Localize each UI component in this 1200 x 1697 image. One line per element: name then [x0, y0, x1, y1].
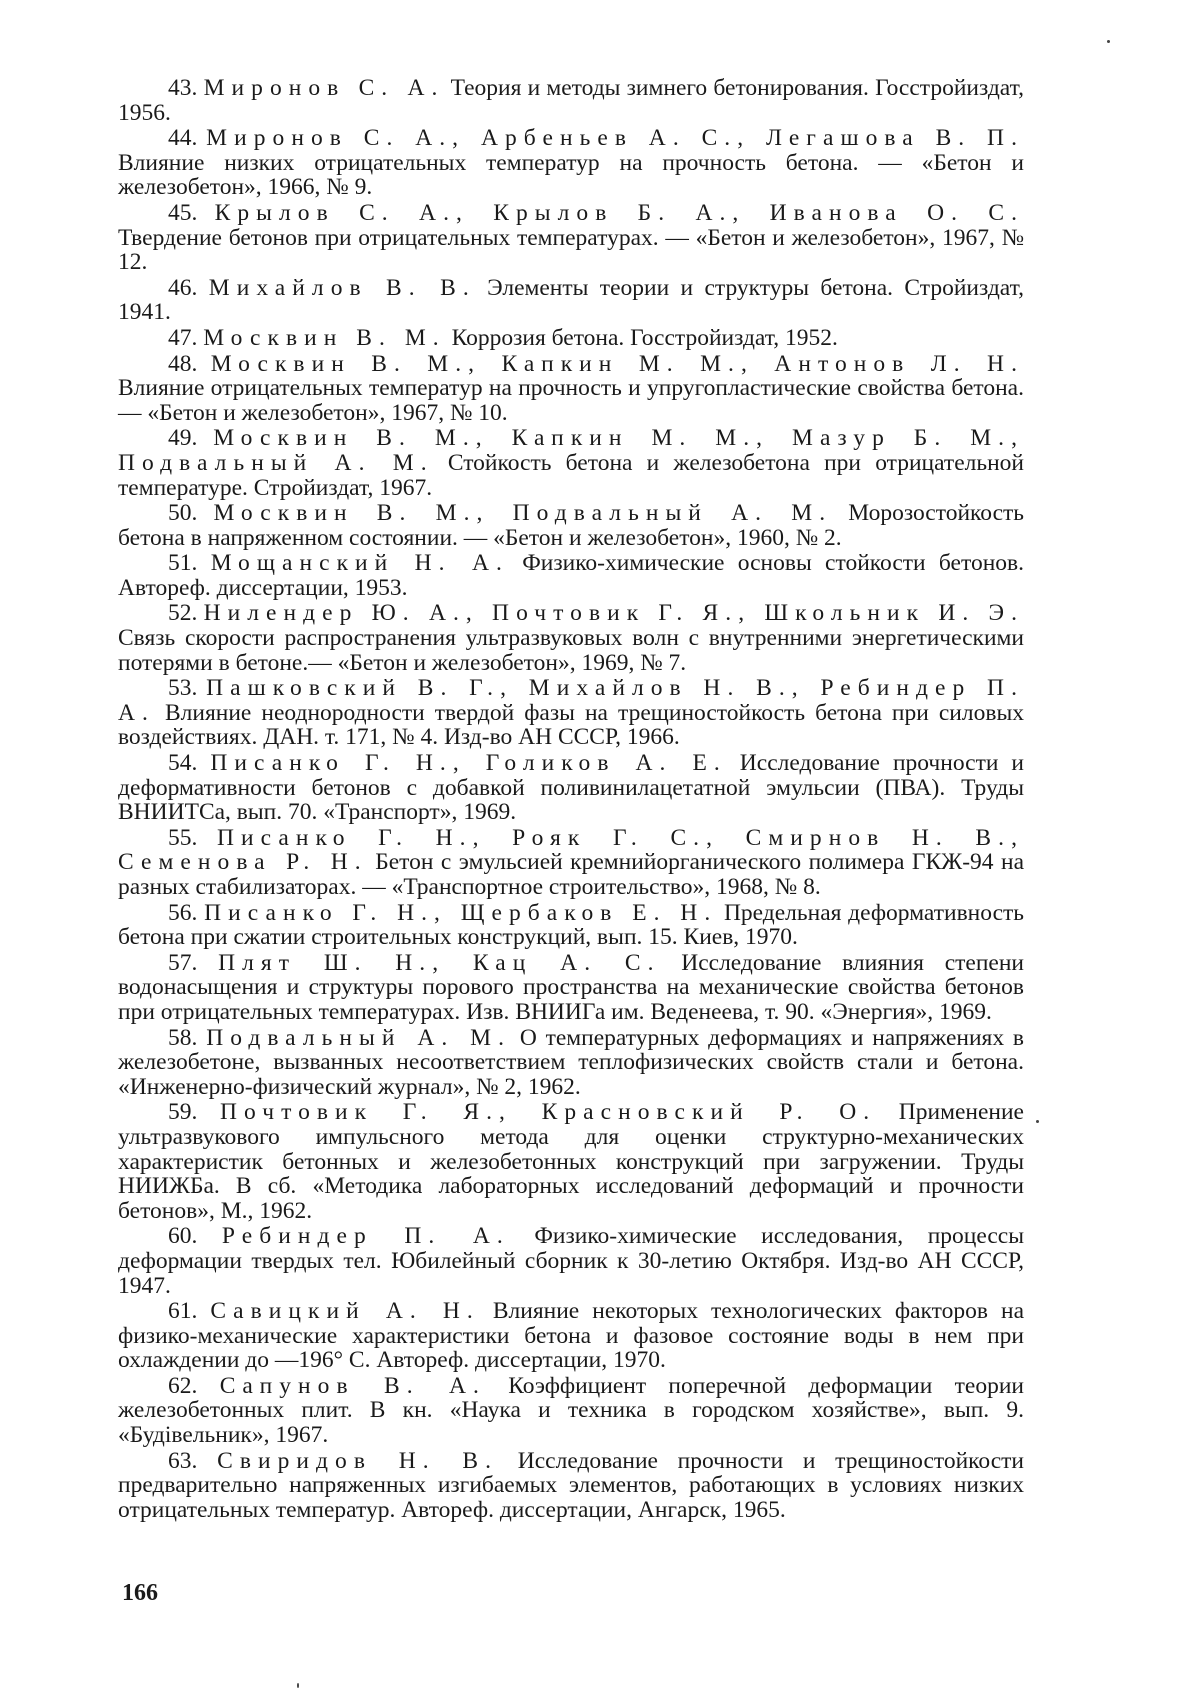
reference-number: 56.	[168, 899, 198, 926]
reference-entry	[118, 951, 1024, 1025]
reference-text: Теория и методы зимнего бетонирования. Госстройиздат, 1956.	[118, 75, 1025, 126]
reference-number: 44.	[168, 125, 198, 152]
reference-entry	[118, 1224, 1024, 1298]
reference-authors: Писанко Г. Н., Рояк Г. С., Смирнов Н. В., Семенова Р. Н.	[118, 824, 1025, 876]
reference-authors: Миронов С. А., Арбеньев А. С., Легашова В. П.	[206, 125, 1024, 152]
reference-text: Применение ультразвукового импульсного метода для оценки структурно-механических характеристик бетонных и железобетонных конструкций при загружении. Труды НИИЖБа. В сб. «Методика лабораторных исследований деформаций и прочности бетонов», М., 1962.	[118, 1099, 1024, 1224]
reference-number: 50.	[168, 500, 198, 527]
reference-text: Исследование влияния степени водонасыщения и структуры порового пространства на механические свойства бетонов при отрицательных температурах. Изв. ВНИИГа им. Веденеева, т. 90. «Энергия», 1969.	[118, 949, 1024, 1025]
reference-text: Элементы теории и структуры бетона. Стройиздат, 1941.	[118, 274, 1024, 326]
reference-number: 45.	[168, 199, 198, 226]
reference-text: Предельная деформативность бетона при сжатии строительных конструкций, вып. 15. Киев, 1970.	[118, 899, 1024, 951]
reference-number: 53.	[168, 675, 198, 702]
reference-text: Влияние неоднородности твердой фазы на трещиностойкость бетона при силовых воздействиях. ДАН. т. 171, № 4. Изд-во АН СССР, 1966.	[118, 699, 1024, 751]
reference-authors: Савицкий А. Н.	[210, 1298, 480, 1325]
reference-text: Коэффициент поперечной деформации теории железобетонных плит. В кн. «Наука и техника в городском хозяйстве», вып. 9. «Будівельник», 1967.	[118, 1372, 1024, 1449]
reference-entry	[118, 126, 1024, 200]
bibliography-page	[118, 76, 1024, 1636]
reference-text: О температурных деформациях и напряжениях в железобетоне, вызванных несоответствием теплофизических свойств стали и бетона. «Инженерно-физический журнал», № 2, 1962.	[118, 1024, 1025, 1100]
reference-number: 60.	[168, 1223, 198, 1250]
reference-number: 62.	[168, 1372, 198, 1399]
reference-list	[118, 76, 1024, 1522]
reference-number: 63.	[168, 1447, 198, 1474]
reference-text: Влияние отрицательных температур на прочность и упругопластические свойства бетона. — «Бетон и железобетон», 1967, № 10.	[118, 375, 1024, 426]
reference-number: 57.	[168, 949, 198, 976]
reference-text: Морозостойкость бетона в напряженном состоянии. — «Бетон и железобетон», 1960, № 2.	[118, 500, 1024, 551]
scan-speck	[1107, 40, 1110, 43]
scan-speck	[1036, 1120, 1039, 1123]
reference-authors: Крылов С. А., Крылов Б. А., Иванова О. С.	[214, 199, 1025, 226]
reference-number: 52.	[168, 600, 198, 627]
reference-entry	[118, 751, 1024, 825]
reference-text: Физико-химические исследования, процессы деформации твердых тел. Юбилейный сборник к 30-летию Октября. Изд-во АН СССР, 1947.	[118, 1223, 1025, 1299]
reference-entry	[118, 501, 1024, 550]
reference-authors: Почтовик Г. Я., Красновский Р. О.	[220, 1099, 877, 1126]
reference-authors: Мощанский Н. А.	[210, 550, 509, 577]
reference-entry	[118, 201, 1024, 275]
reference-text: Твердение бетонов при отрицательных температурах. — «Бетон и железобетон», 1967, № 12.	[118, 224, 1024, 276]
reference-entry	[118, 352, 1024, 426]
reference-entry	[118, 676, 1024, 750]
page-number: 166	[122, 1580, 158, 1606]
reference-authors: Сапунов В. А.	[219, 1372, 486, 1399]
reference-text: Влияние низких отрицательных температур на прочность бетона. — «Бетон и железобетон», 1966, № 9.	[118, 149, 1024, 201]
reference-entry	[118, 1299, 1024, 1373]
reference-authors: Писанко Г. Н., Щербаков Е. Н.	[204, 899, 718, 926]
reference-authors: Плят Ш. Н., Кац А. С.	[218, 949, 661, 976]
reference-number: 51.	[168, 550, 198, 577]
reference-entry	[118, 326, 1024, 351]
reference-number: 61.	[168, 1298, 198, 1325]
reference-number: 59.	[168, 1099, 198, 1126]
reference-entry	[118, 426, 1024, 500]
reference-authors: Свиридов Н. В.	[217, 1447, 499, 1474]
reference-entry	[118, 601, 1024, 675]
reference-authors: Писанко Г. Н., Голиков А. Е.	[210, 750, 727, 777]
reference-text: Исследование прочности и трещиностойкости предварительно напряженных изгибаемых элементов, работающих в условиях низких отрицательных температур. Автореф. диссертации, Ангарск, 1965.	[118, 1447, 1025, 1523]
reference-number: 49.	[168, 425, 198, 452]
reference-authors: Пашковский В. Г., Михайлов Н. В., Ребиндер П. А.	[118, 675, 1024, 726]
reference-entry	[118, 551, 1024, 600]
reference-entry	[118, 826, 1024, 900]
reference-number: 43.	[168, 75, 198, 101]
reference-number: 55.	[168, 824, 198, 851]
reference-authors: Москвин В. М.	[203, 324, 446, 351]
reference-authors: Михайлов В. В.	[208, 274, 476, 301]
reference-number: 47.	[168, 324, 198, 351]
reference-entry	[118, 1100, 1024, 1223]
reference-text: Коррозия бетона. Госстройиздат, 1952.	[445, 324, 838, 351]
reference-entry	[118, 1026, 1024, 1100]
reference-authors: Москвин В. М., Подвальный А. М.	[213, 500, 833, 527]
reference-authors: Миронов С. А.	[203, 75, 445, 101]
reference-entry	[118, 1374, 1024, 1448]
reference-text: Влияние некоторых технологических факторов на физико-механические характеристики бетона и фазовое состояние воды в нем при охлаждении до —196° С. Автореф. диссертации, 1970.	[118, 1298, 1024, 1374]
reference-text: Бетон с эмульсией кремнийорганического полимера ГКЖ-94 на разных стабилизаторах. — «Транспортное строительство», 1968, № 8.	[118, 849, 1024, 900]
reference-entry	[118, 276, 1024, 325]
reference-authors: Москвин В. М., Капкин М. М., Антонов Л. Н.	[210, 350, 1025, 377]
reference-entry	[118, 901, 1024, 950]
reference-number: 58.	[168, 1024, 198, 1051]
reference-authors: Нилендер Ю. А., Почтовик Г. Я., Школьник И. Э.	[203, 600, 1025, 627]
reference-number: 48.	[168, 350, 198, 377]
reference-text: Стойкость бетона и железобетона при отрицательной температуре. Стройиздат, 1967.	[118, 449, 1024, 501]
reference-text: Связь скорости распространения ультразвуковых волн с внутренними энергетическими потерями в бетоне.— «Бетон и железобетон», 1969, № 7.	[118, 625, 1024, 676]
reference-entry	[118, 76, 1024, 125]
reference-text: Физико-химические основы стойкости бетонов. Автореф. диссертации, 1953.	[118, 550, 1024, 601]
reference-authors: Подвальный А. М.	[206, 1024, 512, 1051]
reference-entry	[118, 1449, 1024, 1523]
reference-authors: Ребиндер П. А.	[221, 1223, 510, 1250]
reference-authors: Москвин В. М., Капкин М. М., Мазур Б. М., Подвальный А. М.	[118, 425, 1024, 476]
reference-text: Исследование прочности и деформативности бетонов с добавкой поливинилацетатной эмульсии (ПВА). Труды ВНИИТСа, вып. 70. «Транспорт», 1969.	[118, 750, 1024, 826]
reference-number: 54.	[168, 750, 198, 777]
scan-speck	[297, 1683, 299, 1688]
reference-number: 46.	[168, 274, 198, 301]
